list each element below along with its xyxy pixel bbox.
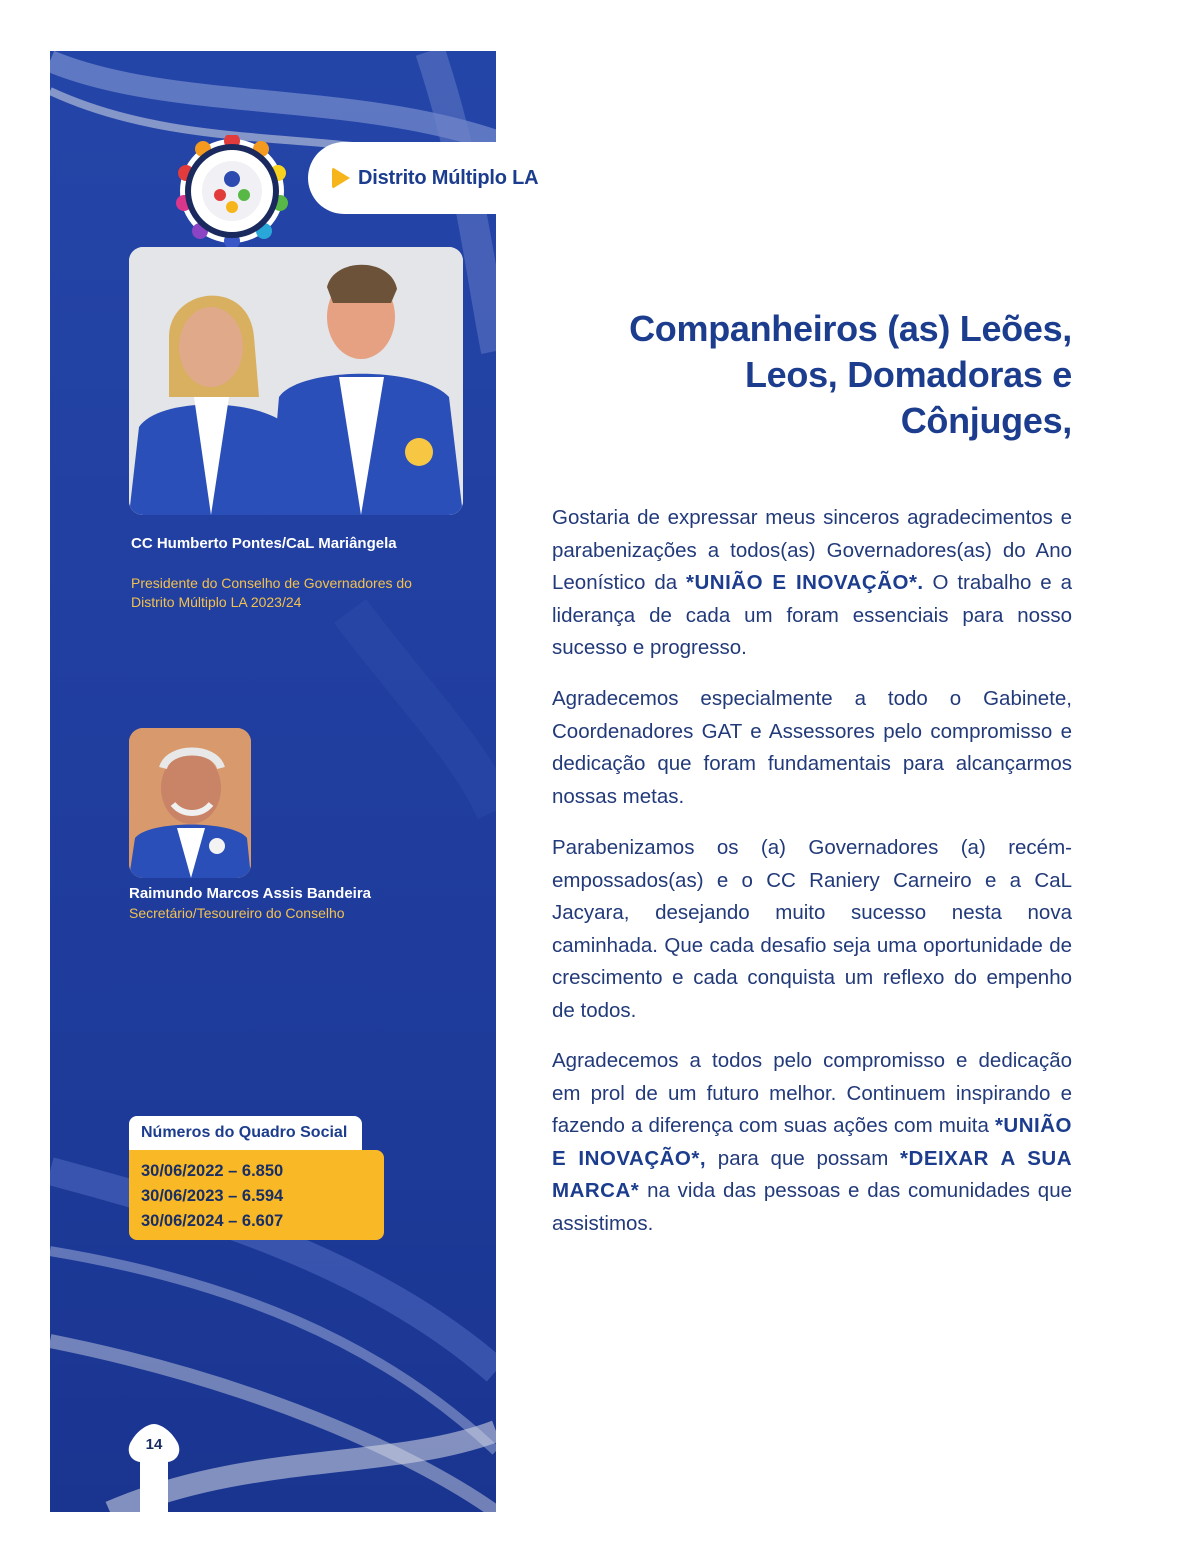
stats-title: Números do Quadro Social bbox=[129, 1116, 362, 1154]
district-logo-icon bbox=[176, 135, 288, 247]
paragraph-4: Agradecemos a todos pelo compromisso e dedicação em prol de um futuro melhor. Continuem inspirando e fazendo a diferença com suas ações com muita *UNIÃO E INOVAÇÃO*, para que possam *DEIXAR A SUA MARCA* na vida das pessoas e das comunidades que assistimos. bbox=[552, 1049, 1073, 1235]
title-line: Companheiros (as) Leões, bbox=[629, 308, 1072, 349]
stats-box bbox=[129, 1150, 384, 1240]
header-title: Distrito Múltiplo LA bbox=[358, 166, 539, 189]
page-title bbox=[560, 306, 1072, 444]
secretary-photo bbox=[129, 728, 251, 878]
officer-2-role: Secretário/Tesoureiro do Conselho bbox=[129, 905, 345, 921]
paragraph-2: Agradecemos especialmente a todo o Gabinete, Coordenadores GAT e Assessores pelo compromisso e dedicação que foram fundamentais para alcançarmos nossas metas. bbox=[552, 687, 1072, 808]
paragraph-1: Gostaria de expressar meus sinceros agradecimentos e parabenizações a todos(as) Governadores(as) do Ano Leonístico da *UNIÃO E INOVAÇÃO*. O trabalho e a liderança de cada um foram essenciais para nosso sucesso e progresso. bbox=[552, 506, 1072, 659]
page-tab-icon bbox=[124, 1420, 184, 1515]
play-arrow-icon bbox=[332, 167, 350, 189]
couple-photo-illustration bbox=[129, 247, 463, 515]
paragraph-3: Parabenizamos os (a) Governadores (a) recém-empossados(as) e o CC Raniery Carneiro e a CaL Jacyara, desejando muito sucesso nesta nova caminhada. Que cada desafio seja uma oportunidade de crescimento e cada conquista um reflexo do empenho de todos. bbox=[552, 836, 1072, 1022]
secretary-photo-illustration bbox=[129, 728, 251, 878]
title-line: Leos, Domadoras e bbox=[744, 354, 1072, 395]
page-number: 14 bbox=[145, 1436, 163, 1453]
officer-1-name: CC Humberto Pontes/CaL Mariângela bbox=[131, 535, 397, 552]
officers-photo bbox=[129, 247, 463, 515]
title-line: Cônjuges, bbox=[900, 400, 1072, 441]
stat-row: 30/06/2023 – 6.594 bbox=[141, 1187, 284, 1205]
officer-2-name: Raimundo Marcos Assis Bandeira bbox=[129, 885, 372, 902]
stat-row: 30/06/2024 – 6.607 bbox=[141, 1212, 284, 1230]
officer-1-role-line1: Presidente do Conselho de Governadores do bbox=[131, 575, 412, 591]
stat-row: 30/06/2022 – 6.850 bbox=[141, 1162, 284, 1180]
header-pill bbox=[308, 142, 588, 214]
officer-1-role-line2: Distrito Múltiplo LA 2023/24 bbox=[131, 594, 302, 610]
